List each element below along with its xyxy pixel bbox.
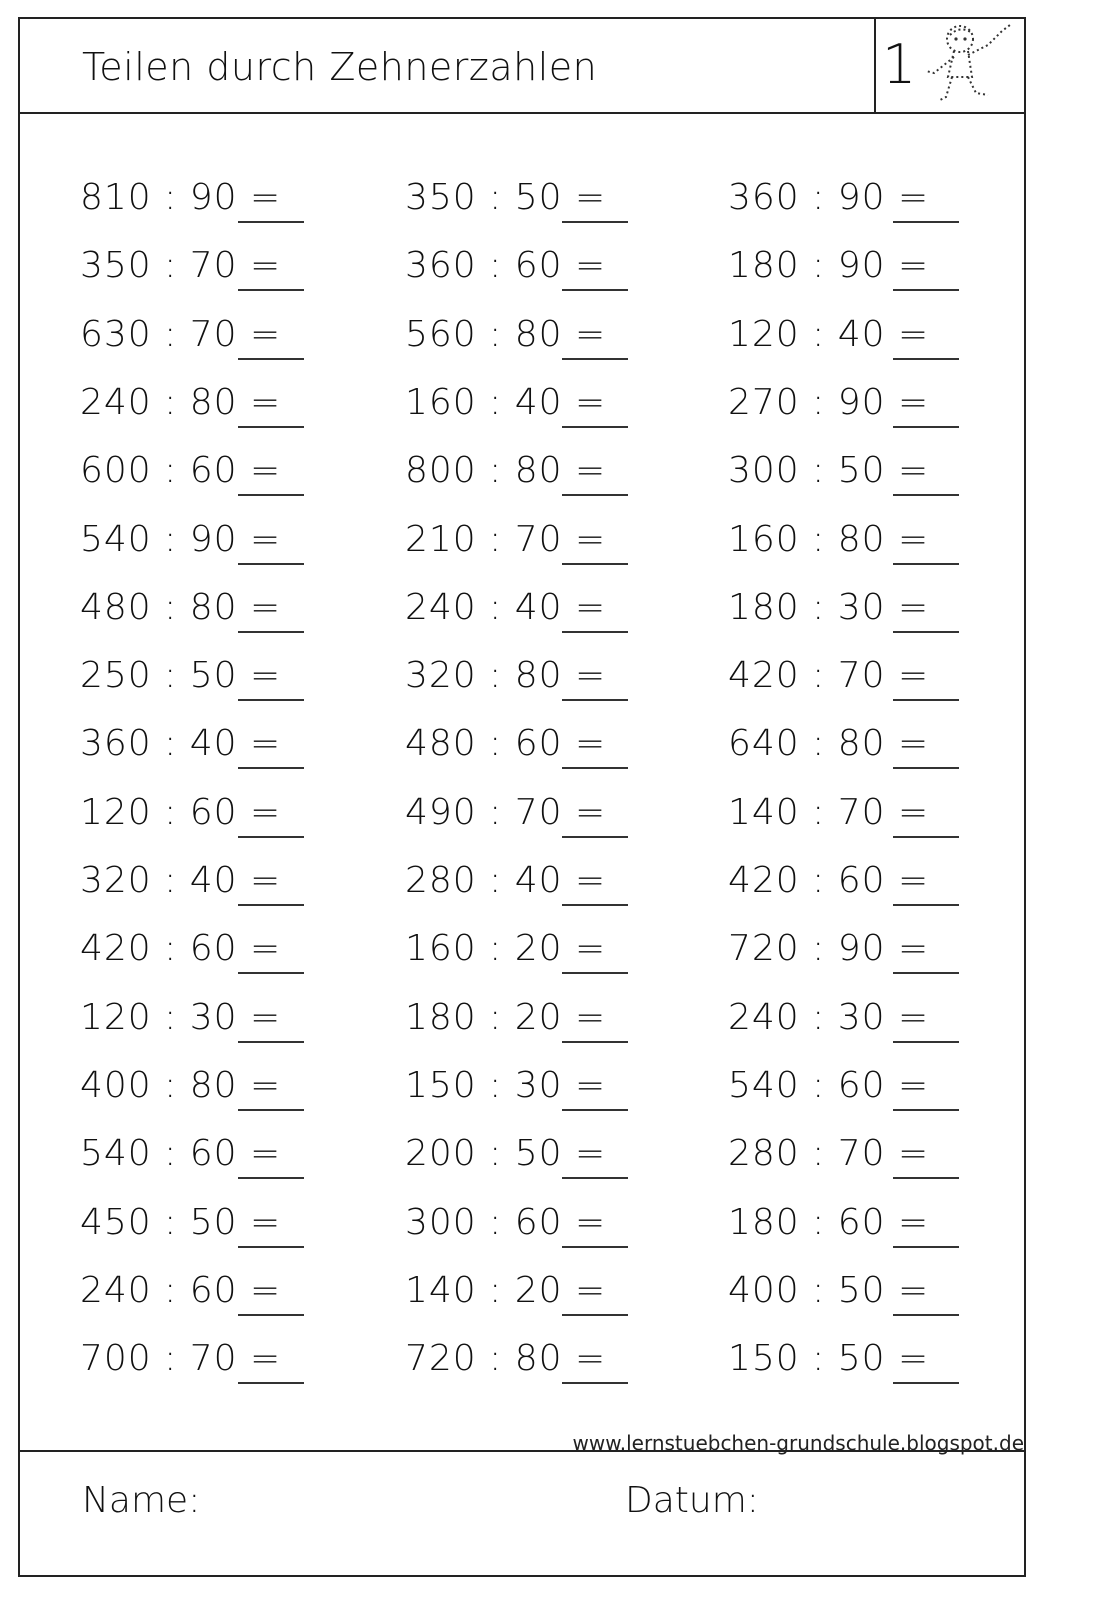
task xyxy=(728,382,929,432)
task-expression: 540 : 60 = xyxy=(80,1133,282,1175)
answer-line[interactable] xyxy=(893,1382,959,1384)
task xyxy=(80,1338,281,1388)
task-expression: 450 : 50 = xyxy=(80,1201,282,1243)
answer-line[interactable] xyxy=(238,358,304,360)
task-expression: 140 : 20 = xyxy=(405,1269,607,1311)
answer-line[interactable] xyxy=(893,289,959,291)
task-expression: 210 : 70 = xyxy=(405,518,607,560)
answer-line[interactable] xyxy=(893,494,959,496)
header xyxy=(20,19,1024,114)
task xyxy=(80,1133,281,1183)
answer-line[interactable] xyxy=(238,1041,304,1043)
answer-line[interactable] xyxy=(562,221,628,223)
website-url: www.lernstuebchen-grundschule.blogspot.de xyxy=(572,1431,1024,1455)
task xyxy=(728,792,929,842)
task-expression: 420 : 60 = xyxy=(80,928,282,970)
task xyxy=(80,928,281,978)
answer-line[interactable] xyxy=(562,1246,628,1248)
task xyxy=(80,177,281,227)
task-expression: 180 : 90 = xyxy=(728,245,930,287)
answer-line[interactable] xyxy=(562,1177,628,1179)
task xyxy=(405,1133,606,1183)
answer-line[interactable] xyxy=(238,699,304,701)
answer-line[interactable] xyxy=(238,1246,304,1248)
answer-line[interactable] xyxy=(238,972,304,974)
task xyxy=(80,997,281,1047)
answer-line[interactable] xyxy=(893,1246,959,1248)
answer-line[interactable] xyxy=(893,358,959,360)
task xyxy=(405,245,606,295)
date-label: Datum: xyxy=(625,1480,759,1521)
task xyxy=(728,314,929,364)
sheet-number-box xyxy=(874,19,1024,112)
task xyxy=(728,1065,929,1115)
answer-line[interactable] xyxy=(562,494,628,496)
task-expression: 420 : 70 = xyxy=(728,655,930,697)
task-expression: 180 : 30 = xyxy=(728,586,930,628)
task xyxy=(405,723,606,773)
answer-line[interactable] xyxy=(238,631,304,633)
worksheet xyxy=(18,17,1026,1577)
task xyxy=(80,655,281,705)
answer-line[interactable] xyxy=(562,904,628,906)
answer-line[interactable] xyxy=(238,221,304,223)
answer-line[interactable] xyxy=(893,904,959,906)
task-expression: 120 : 30 = xyxy=(80,996,282,1038)
task xyxy=(728,1270,929,1320)
task xyxy=(405,314,606,364)
answer-line[interactable] xyxy=(238,1109,304,1111)
task xyxy=(80,587,281,637)
task xyxy=(405,655,606,705)
task-expression: 180 : 20 = xyxy=(405,996,607,1038)
task-expression: 360 : 40 = xyxy=(80,723,282,765)
task xyxy=(80,245,281,295)
task xyxy=(405,1270,606,1320)
task xyxy=(728,587,929,637)
answer-line[interactable] xyxy=(238,289,304,291)
task xyxy=(80,1065,281,1115)
task xyxy=(728,928,929,978)
task-expression: 350 : 50 = xyxy=(405,177,607,218)
task-expression: 240 : 80 = xyxy=(80,381,282,423)
task-expression: 140 : 70 = xyxy=(728,791,930,833)
task xyxy=(728,450,929,500)
task-expression: 800 : 80 = xyxy=(405,450,607,492)
task-expression: 270 : 90 = xyxy=(728,381,930,423)
answer-line[interactable] xyxy=(562,767,628,769)
task-expression: 350 : 70 = xyxy=(80,245,282,287)
task-expression: 540 : 90 = xyxy=(80,518,282,560)
task xyxy=(728,860,929,910)
task xyxy=(405,519,606,569)
answer-line[interactable] xyxy=(238,767,304,769)
task-expression: 240 : 60 = xyxy=(80,1269,282,1311)
task xyxy=(405,382,606,432)
task-expression: 600 : 60 = xyxy=(80,450,282,492)
task xyxy=(405,450,606,500)
task-expression: 420 : 60 = xyxy=(728,860,930,901)
task xyxy=(80,792,281,842)
task-expression: 300 : 60 = xyxy=(405,1201,607,1243)
footer xyxy=(20,1450,1024,1575)
task-expression: 120 : 40 = xyxy=(728,313,930,355)
page-title: Teilen durch Zehnerzahlen xyxy=(82,45,598,89)
answer-line[interactable] xyxy=(562,426,628,428)
sheet-number: 1 xyxy=(882,33,917,96)
task xyxy=(405,860,606,910)
answer-line[interactable] xyxy=(893,699,959,701)
task xyxy=(728,245,929,295)
task-expression: 300 : 50 = xyxy=(728,450,930,492)
task-expression: 160 : 40 = xyxy=(405,381,607,423)
answer-line[interactable] xyxy=(893,1177,959,1179)
answer-line[interactable] xyxy=(238,1177,304,1179)
task xyxy=(728,1202,929,1252)
answer-line[interactable] xyxy=(562,1109,628,1111)
task xyxy=(728,723,929,773)
task xyxy=(405,177,606,227)
task-expression: 480 : 80 = xyxy=(80,586,282,628)
answer-line[interactable] xyxy=(562,972,628,974)
name-label: Name: xyxy=(82,1480,201,1521)
task-expression: 400 : 50 = xyxy=(728,1269,930,1311)
task-expression: 320 : 80 = xyxy=(405,655,607,697)
answer-line[interactable] xyxy=(562,1041,628,1043)
task-expression: 360 : 90 = xyxy=(728,177,930,218)
task xyxy=(728,655,929,705)
task-expression: 160 : 20 = xyxy=(405,928,607,970)
task-expression: 720 : 90 = xyxy=(728,928,930,970)
task xyxy=(80,1202,281,1252)
answer-line[interactable] xyxy=(893,972,959,974)
task xyxy=(728,177,929,227)
task-expression: 150 : 50 = xyxy=(728,1338,930,1380)
answer-line[interactable] xyxy=(893,1314,959,1316)
task xyxy=(80,382,281,432)
task xyxy=(405,1065,606,1115)
task-expression: 400 : 80 = xyxy=(80,1064,282,1106)
task-expression: 280 : 40 = xyxy=(405,860,607,901)
answer-line[interactable] xyxy=(238,904,304,906)
answer-line[interactable] xyxy=(562,289,628,291)
answer-line[interactable] xyxy=(893,221,959,223)
task xyxy=(80,450,281,500)
answer-line[interactable] xyxy=(893,426,959,428)
answer-line[interactable] xyxy=(238,1314,304,1316)
answer-line[interactable] xyxy=(238,1382,304,1384)
task xyxy=(80,519,281,569)
task-expression: 150 : 30 = xyxy=(405,1064,607,1106)
task-expression: 640 : 80 = xyxy=(728,723,930,765)
task xyxy=(405,928,606,978)
task-expression: 240 : 30 = xyxy=(728,996,930,1038)
answer-line[interactable] xyxy=(238,494,304,496)
task-expression: 200 : 50 = xyxy=(405,1133,607,1175)
task-expression: 280 : 70 = xyxy=(728,1133,930,1175)
answer-line[interactable] xyxy=(562,1314,628,1316)
answer-line[interactable] xyxy=(893,631,959,633)
answer-line[interactable] xyxy=(562,699,628,701)
task-expression: 320 : 40 = xyxy=(80,860,282,901)
task xyxy=(405,1338,606,1388)
answer-line[interactable] xyxy=(562,631,628,633)
task xyxy=(728,519,929,569)
task-expression: 120 : 60 = xyxy=(80,791,282,833)
task-expression: 180 : 60 = xyxy=(728,1201,930,1243)
mascot-icon xyxy=(920,21,1020,109)
task xyxy=(80,723,281,773)
answer-line[interactable] xyxy=(238,426,304,428)
task xyxy=(80,860,281,910)
task-expression: 480 : 60 = xyxy=(405,723,607,765)
answer-line[interactable] xyxy=(562,836,628,838)
answer-line[interactable] xyxy=(562,1382,628,1384)
task xyxy=(728,1338,929,1388)
answer-line[interactable] xyxy=(562,563,628,565)
answer-line[interactable] xyxy=(238,836,304,838)
answer-line[interactable] xyxy=(562,358,628,360)
task-expression: 810 : 90 = xyxy=(80,177,282,218)
answer-line[interactable] xyxy=(893,836,959,838)
task xyxy=(728,1133,929,1183)
task xyxy=(80,1270,281,1320)
task-expression: 240 : 40 = xyxy=(405,586,607,628)
task-expression: 700 : 70 = xyxy=(80,1338,282,1380)
answer-line[interactable] xyxy=(893,1109,959,1111)
task-expression: 630 : 70 = xyxy=(80,313,282,355)
task-expression: 540 : 60 = xyxy=(728,1064,930,1106)
task-expression: 490 : 70 = xyxy=(405,791,607,833)
task-expression: 360 : 60 = xyxy=(405,245,607,287)
answer-line[interactable] xyxy=(893,767,959,769)
task xyxy=(405,997,606,1047)
task xyxy=(728,997,929,1047)
task-expression: 250 : 50 = xyxy=(80,655,282,697)
task xyxy=(405,1202,606,1252)
answer-line[interactable] xyxy=(893,563,959,565)
task xyxy=(405,587,606,637)
task xyxy=(80,314,281,364)
task xyxy=(405,792,606,842)
answer-line[interactable] xyxy=(893,1041,959,1043)
task-expression: 560 : 80 = xyxy=(405,313,607,355)
answer-line[interactable] xyxy=(238,563,304,565)
task-expression: 720 : 80 = xyxy=(405,1338,607,1380)
task-expression: 160 : 80 = xyxy=(728,518,930,560)
